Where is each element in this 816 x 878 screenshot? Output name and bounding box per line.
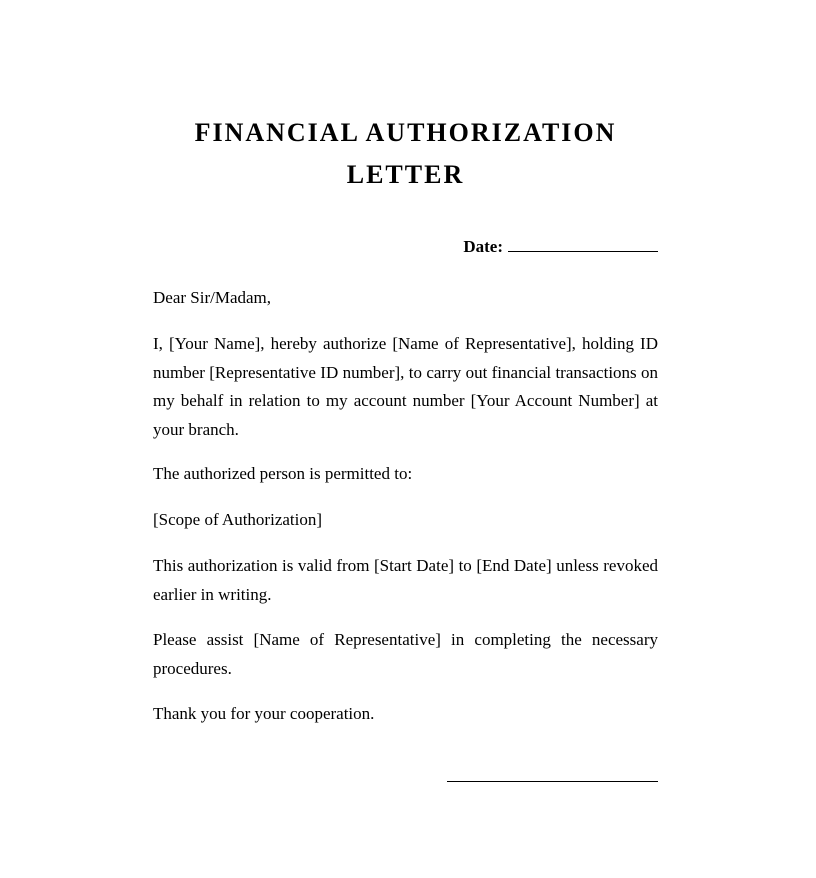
date-blank-line [508,233,658,252]
title-line-2: LETTER [346,160,465,189]
document-title [153,112,658,196]
title-line-1: FINANCIAL AUTHORIZATION [194,118,617,147]
signature-line [447,781,658,782]
authorization-paragraph: I, [Your Name], hereby authorize [Name of Representative], holding ID number [Representative ID number], to carry out financial transactions on my behalf in relation to my account number [Your Account Number] at your branch. [153,334,658,439]
scope-paragraph: [Scope of Authorization] [153,510,323,529]
closing-paragraph: Thank you for your cooperation. [153,704,375,723]
permitted-paragraph: The authorized person is permitted to: [153,464,413,483]
assist-paragraph: Please assist [Name of Representative] in completing the necessary procedures. [153,630,658,678]
validity-paragraph: This authorization is valid from [Start Date] to [End Date] unless revoked earlier in writing. [153,556,658,604]
salutation: Dear Sir/Madam, [153,288,272,307]
date-label: Date: [463,237,503,256]
date-field [153,233,658,259]
